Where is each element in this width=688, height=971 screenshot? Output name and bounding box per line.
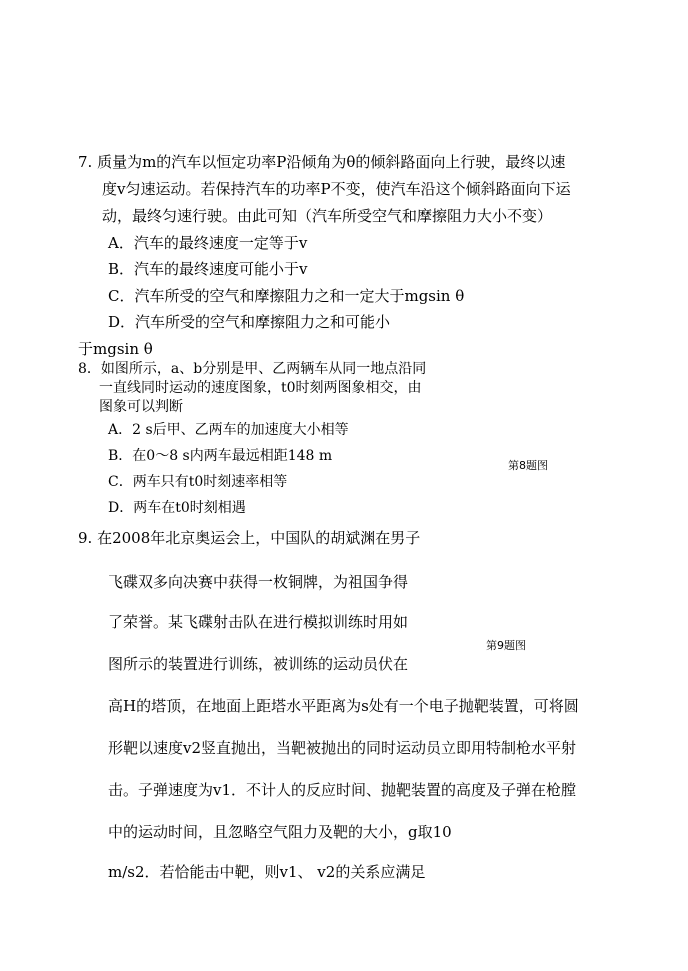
q8-line-3: 图象可以判断: [99, 399, 183, 415]
q8-option-a: A．2 s后甲、乙两车的加速度大小相等: [108, 422, 349, 438]
q8-option-c: C．两车只有t0时刻速率相等: [108, 474, 288, 490]
q9-line-4: 图所示的装置进行训练，被训练的运动员伏在: [108, 655, 409, 673]
q9-line-3: 了荣誉。某飞碟射击队在进行模拟训练时用如: [108, 613, 409, 631]
q9-line-6: 形靶以速度v2竖直抛出，当靶被抛出的同时运动员立即用特制枪水平射: [108, 739, 577, 757]
q7-option-d-line-1: D．汽车所受的空气和摩擦阻力之和可能小: [108, 313, 391, 331]
q9-line-7: 击。子弹速度为v1．不计人的反应时间、抛靶装置的高度及子弹在枪膛: [108, 781, 577, 799]
q9-line-9: m/s2．若恰能击中靶，则v1、 v2的关系应满足: [108, 863, 426, 881]
q7-option-a: A．汽车的最终速度一定等于v: [108, 234, 308, 252]
q7-option-c: C．汽车所受的空气和摩擦阻力之和一定大于mgsin θ: [108, 287, 465, 305]
q7-line-2: 度v匀速运动。若保持汽车的功率P不变，使汽车沿这个倾斜路面向下运: [102, 180, 571, 198]
q8-figure-caption: 第8题图: [508, 459, 548, 472]
q8-option-d: D．两车在t0时刻相遇: [108, 500, 246, 516]
q9-figure-caption: 第9题图: [486, 639, 526, 652]
q9-line-8: 中的运动时间，且忽略空气阻力及靶的大小，g取10: [108, 823, 452, 841]
q7-option-b: B．汽车的最终速度可能小于v: [108, 260, 308, 278]
q9-line-2: 飞碟双多向决赛中获得一枚铜牌，为祖国争得: [108, 573, 409, 591]
q8-line-1: 8．如图所示，a、b分别是甲、乙两辆车从同一地点沿同: [78, 361, 427, 377]
q7-option-d-line-2: 于mgsin θ: [78, 340, 153, 358]
q9-line-5: 高H的塔顶，在地面上距塔水平距离为s处有一个电子抛靶装置，可将圆: [108, 697, 579, 715]
q8-option-b: B．在0～8 s内两车最远相距148 m: [108, 448, 333, 464]
q7-line-3: 动，最终匀速行驶。由此可知（汽车所受空气和摩擦阻力大小不变）: [102, 207, 553, 225]
q8-line-2: 一直线同时运动的速度图象，t0时刻两图象相交，由: [99, 380, 422, 396]
q9-line-1: 9. 在2008年北京奥运会上，中国队的胡斌渊在男子: [78, 529, 421, 547]
q7-line-1: 7. 质量为m的汽车以恒定功率P沿倾角为θ的倾斜路面向上行驶，最终以速: [78, 153, 566, 171]
